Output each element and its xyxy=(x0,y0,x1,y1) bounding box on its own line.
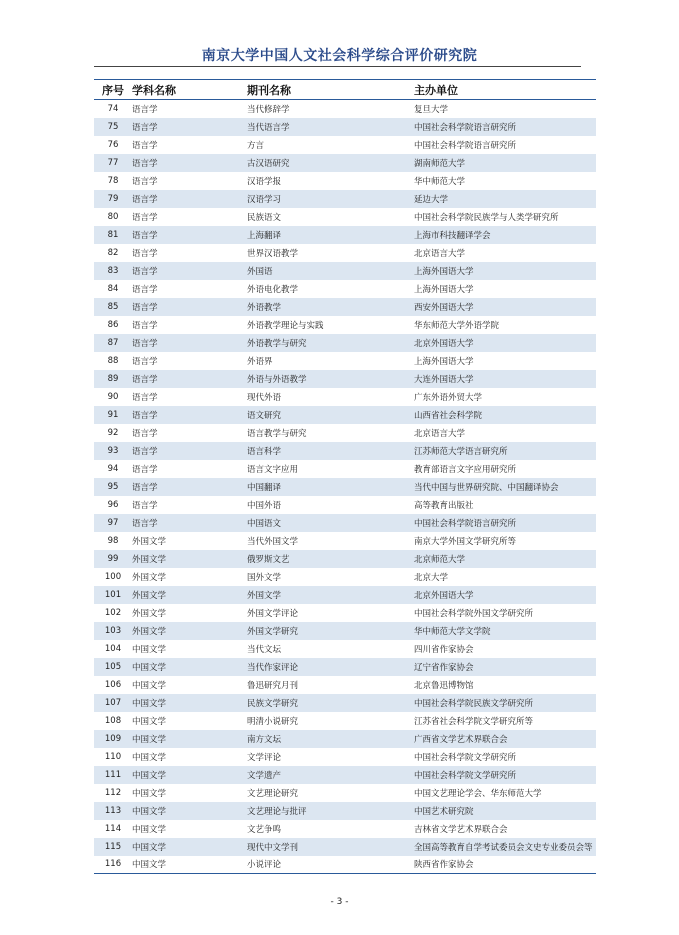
row-number: 100 xyxy=(104,571,122,582)
row-number: 90 xyxy=(107,391,119,402)
row-number: 94 xyxy=(107,463,119,474)
row-journal-name: 中国外语 xyxy=(247,500,282,511)
row-number: 103 xyxy=(104,625,122,636)
row-number: 80 xyxy=(107,211,119,222)
row-host-unit: 延边大学 xyxy=(414,194,449,205)
row-subject: 语言学 xyxy=(132,176,158,187)
row-journal-name: 民族文学研究 xyxy=(247,698,299,709)
row-subject: 语言学 xyxy=(132,248,158,259)
row-number: 93 xyxy=(107,445,119,456)
table-row xyxy=(94,298,596,316)
row-host-unit: 北京语言大学 xyxy=(414,248,466,259)
row-host-unit: 华东师范大学外语学院 xyxy=(414,320,500,331)
row-journal-name: 外语界 xyxy=(247,356,273,367)
table-row xyxy=(94,658,596,676)
row-journal-name: 外语电化教学 xyxy=(247,284,299,295)
row-journal-name: 语言文字应用 xyxy=(247,464,299,475)
table-row xyxy=(94,190,596,208)
row-host-unit: 中国社会科学院文学研究所 xyxy=(414,752,517,763)
row-subject: 语言学 xyxy=(132,194,158,205)
row-host-unit: 北京师范大学 xyxy=(414,554,466,565)
row-number: 75 xyxy=(107,121,119,132)
header-number: 序号 xyxy=(94,80,132,100)
row-host-unit: 山西省社会科学院 xyxy=(414,410,483,421)
row-host-unit: 中国艺术研究院 xyxy=(414,806,474,817)
table-row xyxy=(94,640,596,658)
row-journal-name: 鲁迅研究月刊 xyxy=(247,680,299,691)
row-number: 107 xyxy=(104,697,122,708)
table-row xyxy=(94,352,596,370)
row-host-unit: 湖南师范大学 xyxy=(414,158,466,169)
row-host-unit: 江苏师范大学语言研究所 xyxy=(414,446,508,457)
title-divider xyxy=(94,66,581,67)
row-subject: 语言学 xyxy=(132,338,158,349)
table-row xyxy=(94,334,596,352)
row-subject: 语言学 xyxy=(132,482,158,493)
row-journal-name: 俄罗斯文艺 xyxy=(247,554,290,565)
row-number: 86 xyxy=(107,319,119,330)
row-number: 81 xyxy=(107,229,119,240)
row-host-unit: 上海外国语大学 xyxy=(414,266,474,277)
row-journal-name: 外国文学 xyxy=(247,590,282,601)
row-host-unit: 四川省作家协会 xyxy=(414,644,474,655)
row-number: 99 xyxy=(107,553,119,564)
header-host: 主办单位 xyxy=(414,80,596,100)
table-body xyxy=(94,100,596,874)
row-subject: 语言学 xyxy=(132,464,158,475)
row-host-unit: 中国社会科学院外国文学研究所 xyxy=(414,608,534,619)
row-subject: 语言学 xyxy=(132,410,158,421)
row-host-unit: 吉林省文学艺术界联合会 xyxy=(414,824,508,835)
page-number: - 3 - xyxy=(330,897,349,907)
row-number: 76 xyxy=(107,139,119,150)
row-number: 113 xyxy=(104,805,122,816)
row-subject: 中国文学 xyxy=(132,788,167,799)
row-journal-name: 上海翻译 xyxy=(247,230,282,241)
row-subject: 语言学 xyxy=(132,374,158,385)
row-journal-name: 古汉语研究 xyxy=(247,158,290,169)
table-row xyxy=(94,118,596,136)
table-header-row xyxy=(94,80,596,100)
table-row xyxy=(94,442,596,460)
table-row xyxy=(94,280,596,298)
row-number: 112 xyxy=(104,787,122,798)
row-journal-name: 文学遗产 xyxy=(247,770,282,781)
row-journal-name: 语言科学 xyxy=(247,446,282,457)
table-row xyxy=(94,316,596,334)
row-host-unit: 中国社会科学院文学研究所 xyxy=(414,770,517,781)
table-row xyxy=(94,748,596,766)
table-row xyxy=(94,766,596,784)
table-row xyxy=(94,730,596,748)
row-number: 78 xyxy=(107,175,119,186)
table-row xyxy=(94,802,596,820)
table-row xyxy=(94,514,596,532)
row-subject: 语言学 xyxy=(132,158,158,169)
row-journal-name: 外国文学评论 xyxy=(247,608,299,619)
row-subject: 语言学 xyxy=(132,392,158,403)
row-subject: 中国文学 xyxy=(132,806,167,817)
row-subject: 中国文学 xyxy=(132,698,167,709)
row-subject: 语言学 xyxy=(132,428,158,439)
table-row xyxy=(94,244,596,262)
row-subject: 中国文学 xyxy=(132,752,167,763)
table-row xyxy=(94,586,596,604)
row-subject: 外国文学 xyxy=(132,608,167,619)
row-number: 82 xyxy=(107,247,119,258)
row-host-unit: 复旦大学 xyxy=(414,104,449,115)
row-host-unit: 上海市科技翻译学会 xyxy=(414,230,491,241)
row-number: 108 xyxy=(104,715,122,726)
row-subject: 中国文学 xyxy=(132,644,167,655)
page-title: 南京大学中国人文社会科学综合评价研究院 xyxy=(201,48,478,64)
row-journal-name: 文学评论 xyxy=(247,752,282,763)
row-journal-name: 外国语 xyxy=(247,266,273,277)
row-host-unit: 西安外国语大学 xyxy=(414,302,474,313)
row-host-unit: 广东外语外贸大学 xyxy=(414,392,483,403)
row-host-unit: 上海外国语大学 xyxy=(414,284,474,295)
row-journal-name: 中国翻译 xyxy=(247,482,282,493)
row-journal-name: 国外文学 xyxy=(247,572,282,583)
table-row xyxy=(94,100,596,118)
row-subject: 中国文学 xyxy=(132,680,167,691)
row-journal-name: 当代作家评论 xyxy=(247,662,299,673)
table-row xyxy=(94,550,596,568)
row-number: 88 xyxy=(107,355,119,366)
row-host-unit: 中国社会科学院民族学与人类学研究所 xyxy=(414,212,559,223)
table-row xyxy=(94,496,596,514)
row-host-unit: 北京外国语大学 xyxy=(414,338,474,349)
row-subject: 外国文学 xyxy=(132,590,167,601)
row-host-unit: 大连外国语大学 xyxy=(414,374,474,385)
row-subject: 外国文学 xyxy=(132,554,167,565)
row-host-unit: 北京鲁迅博物馆 xyxy=(414,680,474,691)
row-journal-name: 汉语学习 xyxy=(247,194,282,205)
row-host-unit: 全国高等教育自学考试委员会文史专业委员会等 xyxy=(414,842,593,853)
row-number: 91 xyxy=(107,409,119,420)
table-row xyxy=(94,226,596,244)
row-subject: 语言学 xyxy=(132,500,158,511)
row-host-unit: 中国社会科学院语言研究所 xyxy=(414,122,517,133)
row-journal-name: 文艺理论与批评 xyxy=(247,806,307,817)
table-row xyxy=(94,676,596,694)
row-host-unit: 陕西省作家协会 xyxy=(414,856,596,874)
row-journal-name: 现代中文学刊 xyxy=(247,842,299,853)
row-journal-name: 现代外语 xyxy=(247,392,282,403)
row-host-unit: 高等教育出版社 xyxy=(414,500,474,511)
row-number: 95 xyxy=(107,481,119,492)
table-row xyxy=(94,604,596,622)
table-row xyxy=(94,136,596,154)
table-row xyxy=(94,370,596,388)
table-row xyxy=(94,388,596,406)
row-subject: 中国文学 xyxy=(132,770,167,781)
row-journal-name: 中国语文 xyxy=(247,518,282,529)
table-row xyxy=(94,694,596,712)
table-row xyxy=(94,406,596,424)
row-subject: 外国文学 xyxy=(132,536,167,547)
row-journal-name: 外语教学 xyxy=(247,302,282,313)
row-subject: 语言学 xyxy=(132,320,158,331)
row-number: 87 xyxy=(107,337,119,348)
row-subject: 语言学 xyxy=(132,212,158,223)
row-subject: 中国文学 xyxy=(132,662,167,673)
row-subject: 语言学 xyxy=(132,446,158,457)
row-journal-name: 当代外国文学 xyxy=(247,536,299,547)
table-row xyxy=(94,568,596,586)
row-host-unit: 教育部语言文字应用研究所 xyxy=(414,464,517,475)
row-host-unit: 北京外国语大学 xyxy=(414,590,474,601)
table-row xyxy=(94,784,596,802)
row-subject: 外国文学 xyxy=(132,572,167,583)
row-host-unit: 上海外国语大学 xyxy=(414,356,474,367)
row-subject: 语言学 xyxy=(132,122,158,133)
row-number: 102 xyxy=(104,607,122,618)
row-subject: 语言学 xyxy=(132,284,158,295)
table-row xyxy=(94,208,596,226)
row-journal-name: 语言教学与研究 xyxy=(247,428,307,439)
row-number: 89 xyxy=(107,373,119,384)
row-number: 109 xyxy=(104,733,122,744)
row-subject: 语言学 xyxy=(132,518,158,529)
header-journal: 期刊名称 xyxy=(247,80,414,100)
row-journal-name: 小说评论 xyxy=(247,856,414,874)
row-number: 92 xyxy=(107,427,119,438)
row-host-unit: 中国文艺理论学会、华东师范大学 xyxy=(414,788,542,799)
row-journal-name: 当代文坛 xyxy=(247,644,282,655)
row-number: 84 xyxy=(107,283,119,294)
table-row xyxy=(94,838,596,856)
row-number: 96 xyxy=(107,499,119,510)
row-host-unit: 中国社会科学院语言研究所 xyxy=(414,140,517,151)
row-host-unit: 北京语言大学 xyxy=(414,428,466,439)
row-host-unit: 北京大学 xyxy=(414,572,449,583)
row-number: 114 xyxy=(104,823,122,834)
row-journal-name: 外语与外语教学 xyxy=(247,374,307,385)
table-row xyxy=(94,622,596,640)
row-number: 111 xyxy=(104,769,122,780)
row-journal-name: 民族语文 xyxy=(247,212,282,223)
row-number: 115 xyxy=(104,841,122,852)
row-number: 85 xyxy=(107,301,119,312)
header-subject: 学科名称 xyxy=(132,80,247,100)
row-journal-name: 外语教学理论与实践 xyxy=(247,320,324,331)
table-row xyxy=(94,820,596,838)
table-row xyxy=(94,154,596,172)
row-journal-name: 当代语言学 xyxy=(247,122,290,133)
row-number: 79 xyxy=(107,193,119,204)
table-row xyxy=(94,424,596,442)
row-subject: 中国文学 xyxy=(132,856,247,874)
row-journal-name: 明清小说研究 xyxy=(247,716,299,727)
table-row xyxy=(94,856,596,874)
table-row xyxy=(94,532,596,550)
row-host-unit: 南京大学外国文学研究所等 xyxy=(414,536,517,547)
row-host-unit: 中国社会科学院语言研究所 xyxy=(414,518,517,529)
row-journal-name: 方言 xyxy=(247,140,265,151)
row-subject: 中国文学 xyxy=(132,716,167,727)
row-number: 83 xyxy=(107,265,119,276)
row-host-unit: 广西省文学艺术界联合会 xyxy=(414,734,508,745)
row-host-unit: 辽宁省作家协会 xyxy=(414,662,474,673)
table-row xyxy=(94,262,596,280)
row-host-unit: 华中师范大学 xyxy=(414,176,466,187)
row-host-unit: 当代中国与世界研究院、中国翻译协会 xyxy=(414,482,559,493)
row-subject: 语言学 xyxy=(132,140,158,151)
row-number: 110 xyxy=(104,751,122,762)
row-number: 74 xyxy=(107,103,119,114)
row-number: 101 xyxy=(104,589,122,600)
row-subject: 中国文学 xyxy=(132,734,167,745)
row-subject: 中国文学 xyxy=(132,842,167,853)
row-number: 98 xyxy=(107,535,119,546)
row-number: 105 xyxy=(104,661,122,672)
table-row xyxy=(94,172,596,190)
row-number: 106 xyxy=(104,679,122,690)
row-subject: 语言学 xyxy=(132,104,158,115)
table-row xyxy=(94,712,596,730)
row-journal-name: 世界汉语教学 xyxy=(247,248,299,259)
row-host-unit: 中国社会科学院民族文学研究所 xyxy=(414,698,534,709)
row-subject: 中国文学 xyxy=(132,824,167,835)
row-number: 77 xyxy=(107,157,119,168)
row-host-unit: 华中师范大学文学院 xyxy=(414,626,491,637)
row-subject: 语言学 xyxy=(132,302,158,313)
row-subject: 语言学 xyxy=(132,356,158,367)
row-journal-name: 南方文坛 xyxy=(247,734,282,745)
row-journal-name: 当代修辞学 xyxy=(247,104,290,115)
row-journal-name: 文艺争鸣 xyxy=(247,824,282,835)
table-row xyxy=(94,460,596,478)
row-journal-name: 语文研究 xyxy=(247,410,282,421)
row-journal-name: 外国文学研究 xyxy=(247,626,299,637)
row-subject: 外国文学 xyxy=(132,626,167,637)
row-journal-name: 文艺理论研究 xyxy=(247,788,299,799)
row-subject: 语言学 xyxy=(132,266,158,277)
row-number: 104 xyxy=(104,643,122,654)
row-host-unit: 江苏省社会科学院文学研究所等 xyxy=(414,716,534,727)
journal-table xyxy=(94,79,596,874)
table-row xyxy=(94,478,596,496)
row-number: 116 xyxy=(94,856,132,874)
row-subject: 语言学 xyxy=(132,230,158,241)
row-journal-name: 外语教学与研究 xyxy=(247,338,307,349)
row-number: 97 xyxy=(107,517,119,528)
row-journal-name: 汉语学报 xyxy=(247,176,282,187)
